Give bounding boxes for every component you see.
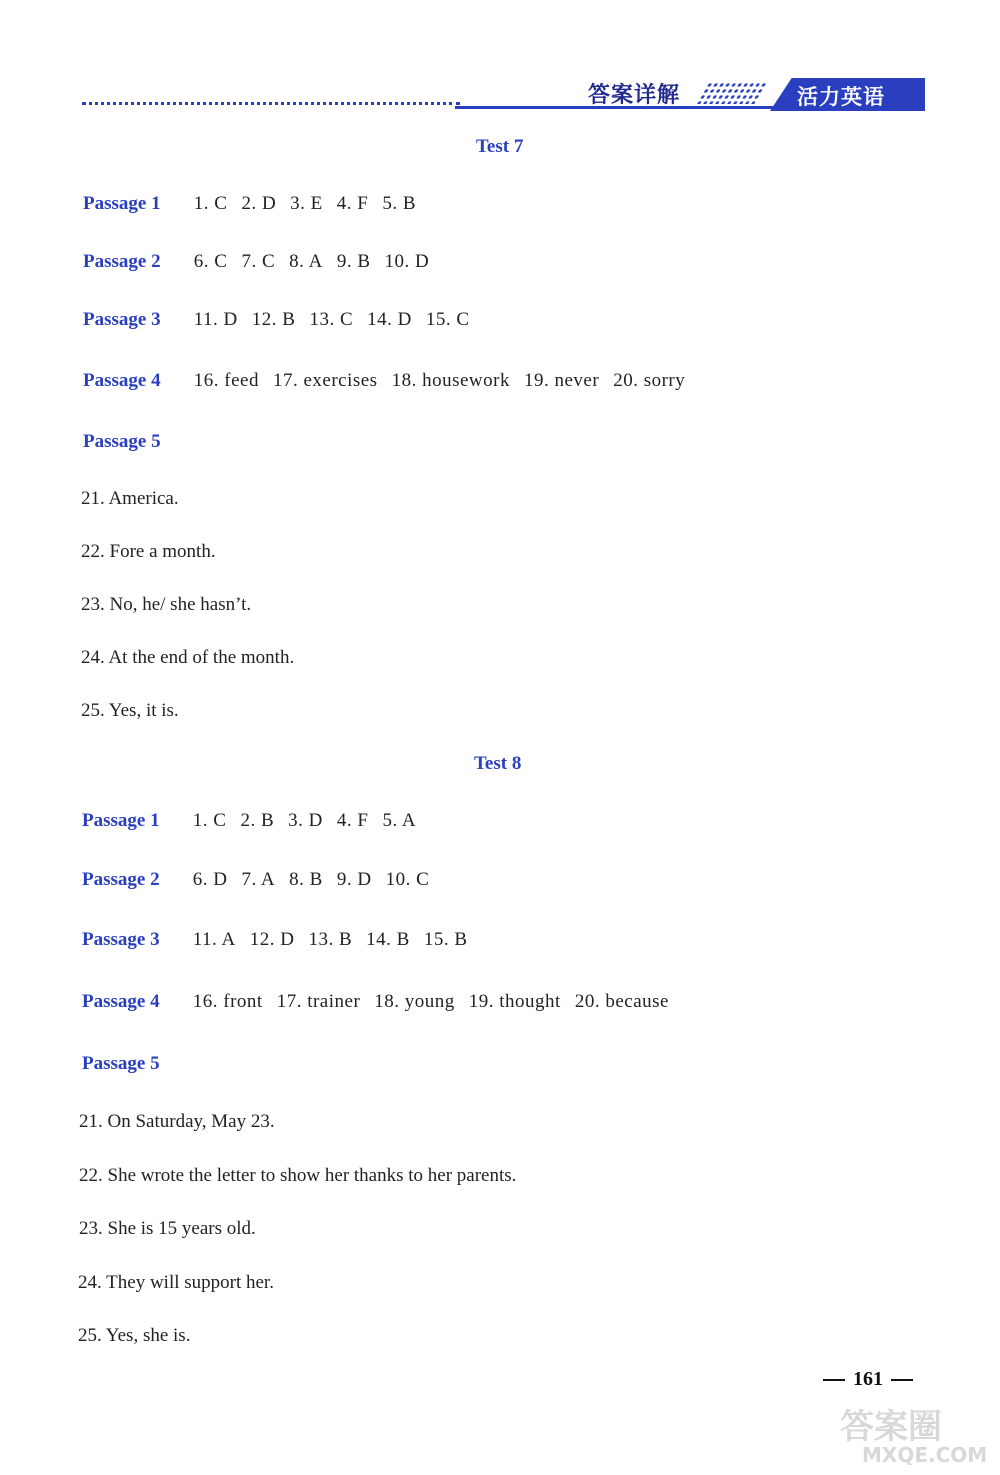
short-answer: 21. America. xyxy=(81,488,179,509)
answer: 7. A xyxy=(241,869,276,890)
answer: 20. because xyxy=(574,991,669,1012)
answer: 11. A xyxy=(192,929,236,950)
passage-label: Passage 3 xyxy=(83,309,161,330)
answer: 15. B xyxy=(423,929,468,950)
passage-label: Passage 5 xyxy=(82,1053,160,1074)
short-answer: 22. Fore a month. xyxy=(81,541,216,562)
answer: 19. thought xyxy=(468,991,561,1012)
answer: 9. B xyxy=(336,251,371,272)
passage-label: Passage 4 xyxy=(83,370,161,391)
answer: 18. housework xyxy=(391,370,510,391)
answer: 16. front xyxy=(192,991,263,1012)
answer: 16. feed xyxy=(193,370,259,391)
answer-list xyxy=(193,929,482,950)
answer: 14. D xyxy=(367,309,412,330)
answer: 8. A xyxy=(289,251,323,272)
short-answer: 23. No, he/ she hasn’t. xyxy=(81,594,252,615)
test-title: Test 7 xyxy=(476,136,524,157)
answer: 13. C xyxy=(309,309,354,330)
answer: 1. C xyxy=(192,810,227,831)
answer-list xyxy=(193,991,683,1012)
answer-list xyxy=(193,810,430,831)
answer-list xyxy=(194,309,484,330)
answer: 17. exercises xyxy=(272,370,378,391)
answer: 10. C xyxy=(385,869,430,890)
answer: 12. D xyxy=(249,929,295,950)
short-answer: 24. They will support her. xyxy=(78,1272,274,1293)
header-dot-pattern xyxy=(696,82,769,104)
short-answer: 23. She is 15 years old. xyxy=(79,1218,256,1239)
answer-list xyxy=(193,869,444,890)
passage-label: Passage 3 xyxy=(82,929,160,950)
passage-label: Passage 2 xyxy=(82,869,160,890)
answer: 4. F xyxy=(336,193,369,214)
test-title: Test 8 xyxy=(474,753,522,774)
answer: 11. D xyxy=(193,309,238,330)
answer: 5. A xyxy=(382,810,417,831)
answer: 18. young xyxy=(374,991,455,1012)
header-book-title: 活力英语 xyxy=(797,85,885,109)
passage-row xyxy=(83,309,484,331)
short-answer: 24. At the end of the month. xyxy=(81,647,295,668)
answer: 1. C xyxy=(193,193,228,214)
passage-row xyxy=(83,251,443,273)
passage-row xyxy=(82,869,443,891)
answer: 2. B xyxy=(240,810,275,831)
answer: 3. E xyxy=(290,193,323,214)
short-answer: 22. She wrote the letter to show her thanks to her parents. xyxy=(79,1165,517,1186)
passage-label: Passage 4 xyxy=(82,991,160,1012)
answer: 2. D xyxy=(241,193,277,214)
passage-row xyxy=(82,810,430,832)
passage-row xyxy=(82,929,482,951)
answer: 12. B xyxy=(251,309,296,330)
passage-row xyxy=(82,991,683,1013)
answer-list xyxy=(194,193,430,214)
page-header xyxy=(80,76,925,116)
header-dotted-rule xyxy=(82,102,460,105)
answer: 9. D xyxy=(336,869,372,890)
answer: 13. B xyxy=(308,929,353,950)
watermark-logo xyxy=(820,1396,1000,1466)
short-answer: 25. Yes, she is. xyxy=(78,1325,191,1346)
answer: 6. D xyxy=(192,869,228,890)
answer-list xyxy=(194,370,700,391)
answer: 4. F xyxy=(336,810,369,831)
answer: 3. D xyxy=(288,810,323,831)
passage-label: Passage 1 xyxy=(82,810,160,831)
answer: 15. C xyxy=(425,309,470,330)
answer: 5. B xyxy=(382,193,417,214)
header-section-title: 答案详解 xyxy=(588,83,681,108)
short-answer: 25. Yes, it is. xyxy=(81,700,179,721)
answer: 8. B xyxy=(289,869,323,890)
passage-row xyxy=(83,193,430,215)
answer: 6. C xyxy=(193,251,228,272)
passage-label: Passage 5 xyxy=(83,431,161,452)
answer: 20. sorry xyxy=(613,370,686,391)
answer: 17. trainer xyxy=(276,991,361,1012)
watermark-url: MXQE.COM xyxy=(862,1443,988,1466)
watermark-text: 答案圈 xyxy=(840,1407,942,1447)
page-number: 161 xyxy=(815,1368,921,1391)
answer: 10. D xyxy=(384,251,430,272)
answer: 7. C xyxy=(241,251,276,272)
passage-row xyxy=(83,370,699,392)
passage-label: Passage 1 xyxy=(83,193,161,214)
answer-list xyxy=(194,251,443,272)
passage-label: Passage 2 xyxy=(83,251,161,272)
answer: 19. never xyxy=(523,370,600,391)
short-answer: 21. On Saturday, May 23. xyxy=(79,1111,275,1132)
answer: 14. B xyxy=(366,929,410,950)
